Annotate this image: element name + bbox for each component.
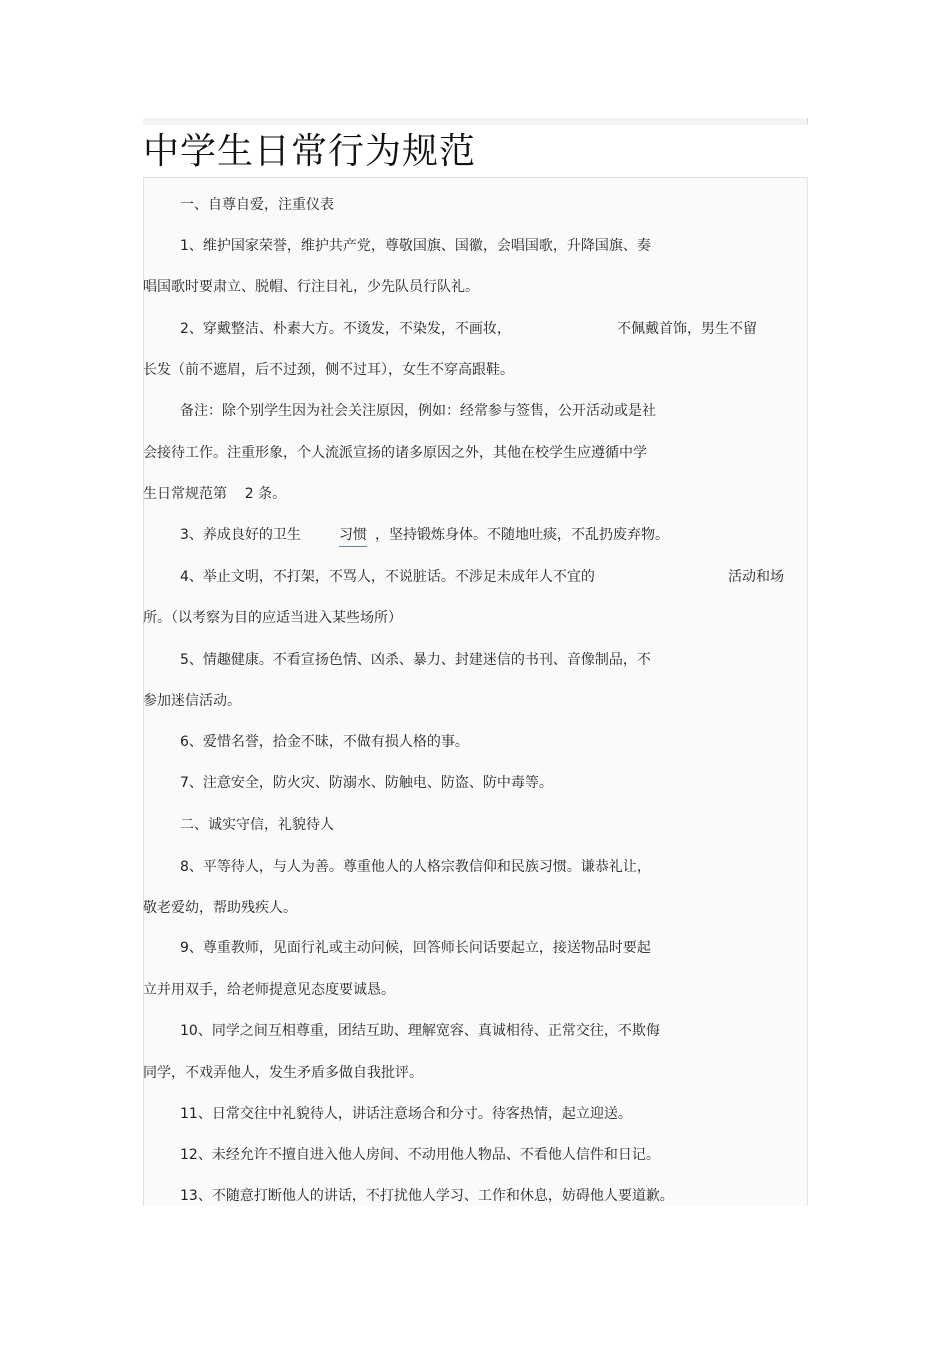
paragraph-line: 11、日常交往中礼貌待人，讲话注意场合和分寸。待客热情，起立迎送。 xyxy=(180,1106,632,1122)
paragraph-line: 2、穿戴整洁、朴素大方。不烫发，不染发，不画妆， xyxy=(180,321,511,337)
paragraph-line: ，坚持锻炼身体。不随地吐痰，不乱扔废弃物。 xyxy=(375,527,669,543)
paragraph-line: 3、养成良好的卫生 xyxy=(180,527,301,543)
section-heading: 一、自尊自爱，注重仪表 xyxy=(180,197,334,213)
paragraph-line: 7、注意安全，防火灾、防溺水、防触电、防盗、防中毒等。 xyxy=(180,775,553,791)
section-heading: 二、诚实守信，礼貌待人 xyxy=(180,817,334,833)
paragraph-line: 所。（以考察为目的应适当进入某些场所） xyxy=(143,610,402,626)
paragraph-line: 长发（前不遮眉，后不过颈，侧不过耳），女生不穿高跟鞋。 xyxy=(143,362,514,378)
paragraph-line: 6、爱惜名誉，拾金不昧，不做有损人格的事。 xyxy=(180,734,469,750)
paragraph-line: 生日常规范第 2 条。 xyxy=(143,486,287,502)
paragraph-line: 会接待工作。注重形象，个人流派宣扬的诸多原因之外，其他在校学生应遵循中学 xyxy=(143,445,647,461)
document-title: 中学生日常行为规范 xyxy=(143,131,477,172)
paragraph-line: 立并用双手，给老师提意见态度要诚恳。 xyxy=(143,982,395,998)
paragraph-line: 13、不随意打断他人的讲话，不打扰他人学习、工作和休息，妨碍他人要道歉。 xyxy=(180,1188,674,1204)
paragraph-line: 1、维护国家荣誉，维护共产党，尊敬国旗、国徽，会唱国歌，升降国旗、奏 xyxy=(180,238,651,254)
paragraph-line: 12、未经允许不擅自进入他人房间、不动用他人物品、不看他人信件和日记。 xyxy=(180,1147,660,1163)
paragraph-line: 8、平等待人，与人为善。尊重他人的人格宗教信仰和民族习惯。谦恭礼让， xyxy=(180,859,651,875)
paragraph-line: 敬老爱幼，帮助残疾人。 xyxy=(143,900,297,916)
paragraph-line: 备注：除个别学生因为社会关注原因，例如：经常参与签售，公开活动或是社 xyxy=(180,403,656,419)
paragraph-line: 9、尊重教师，见面行礼或主动问候，回答师长问话要起立，接送物品时要起 xyxy=(180,940,651,956)
paragraph-line: 不佩戴首饰，男生不留 xyxy=(617,321,757,337)
paragraph-line: 10、同学之间互相尊重，团结互助、理解宽容、真诚相待、正常交往，不欺侮 xyxy=(180,1023,660,1039)
paragraph-line: 活动和场 xyxy=(728,569,784,585)
paragraph-line: 5、情趣健康。不看宣扬色情、凶杀、暴力、封建迷信的书刊、音像制品，不 xyxy=(180,652,651,668)
top-rule xyxy=(143,118,808,125)
paragraph-line: 唱国歌时要肃立、脱帽、行注目礼，少先队员行队礼。 xyxy=(143,279,479,295)
underlined-term: 习惯 xyxy=(339,525,367,547)
paragraph-line: 同学，不戏弄他人，发生矛盾多做自我批评。 xyxy=(143,1065,423,1081)
paragraph-line: 4、举止文明，不打架，不骂人，不说脏话。不涉足未成年人不宜的 xyxy=(180,569,595,585)
paragraph-line: 参加迷信活动。 xyxy=(143,693,241,709)
